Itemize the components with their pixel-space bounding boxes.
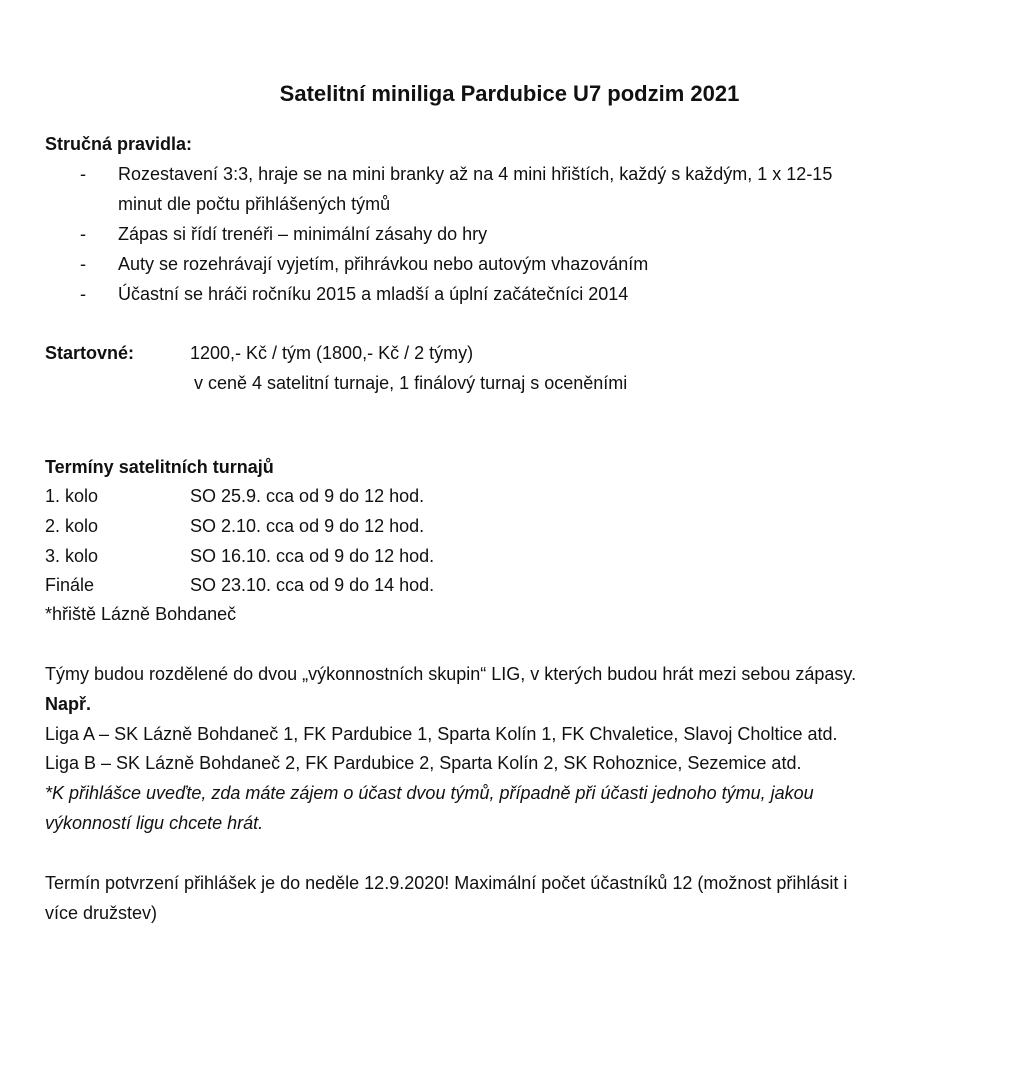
round-date-final: SO 23.10. cca od 9 do 14 hod. (190, 575, 435, 595)
round-date-1: SO 25.9. cca od 9 do 12 hod. (190, 486, 425, 506)
bullet-marker: - (80, 224, 86, 244)
round-date-2: SO 2.10. cca od 9 do 12 hod. (190, 516, 425, 536)
bullet-marker: - (80, 164, 86, 184)
rules-heading: Stručná pravidla: (45, 134, 193, 154)
round-name-3: 3. kolo (45, 546, 99, 566)
liga-a-line: Liga A – SK Lázně Bohdaneč 1, FK Pardubice 1, Sparta Kolín 1, FK Chvaletice, Slavoj Choltice atd. (45, 724, 838, 744)
groups-intro: Týmy budou rozdělené do dvou „výkonnostních skupin“ LIG, v kterých budou hrát mezi sebou zápasy. (45, 664, 857, 684)
registration-note-line1: *K přihlášce uveďte, zda máte zájem o účast dvou týmů, případně při účasti jednoho týmu, jakou (45, 783, 814, 803)
rule-item-1-line2: minut dle počtu přihlášených týmů (118, 194, 391, 214)
fee-price: 1200,- Kč / tým (1800,- Kč / 2 týmy) (190, 343, 474, 363)
registration-note-line2: výkonností ligu chcete hrát. (45, 813, 264, 833)
round-name-2: 2. kolo (45, 516, 99, 536)
rule-item-2: Zápas si řídí trenéři – minimální zásahy do hry (118, 224, 488, 244)
deadline-line1: Termín potvrzení přihlášek je do neděle 12.9.2020! Maximální počet účastníků 12 (možnost přihlásit i (45, 873, 848, 893)
rule-item-1-line1: Rozestavení 3:3, hraje se na mini branky až na 4 mini hřištích, každý s každým, 1 x 12-15 (118, 164, 833, 184)
round-name-final: Finále (45, 575, 95, 595)
rule-item-4: Účastní se hráči ročníku 2015 a mladší a úplní začátečníci 2014 (118, 284, 629, 304)
liga-b-line: Liga B – SK Lázně Bohdaneč 2, FK Pardubice 2, Sparta Kolín 2, SK Rohoznice, Sezemice atd. (45, 753, 802, 773)
fee-label: Startovné: (45, 343, 135, 363)
round-name-1: 1. kolo (45, 486, 99, 506)
round-date-3: SO 16.10. cca od 9 do 12 hod. (190, 546, 435, 566)
schedule-heading: Termíny satelitních turnajů (45, 457, 274, 477)
deadline-line2: více družstev) (45, 903, 158, 923)
page-title: Satelitní miniliga Pardubice U7 podzim 2021 (279, 81, 740, 106)
fee-includes: v ceně 4 satelitní turnaje, 1 finálový turnaj s oceněními (194, 373, 628, 393)
bullet-marker: - (80, 284, 86, 304)
bullet-marker: - (80, 254, 86, 274)
rule-item-3: Auty se rozehrávají vyjetím, přihrávkou nebo autovým vhazováním (118, 254, 649, 274)
venue-note: *hřiště Lázně Bohdaneč (45, 604, 237, 624)
example-label: Např. (45, 694, 92, 714)
